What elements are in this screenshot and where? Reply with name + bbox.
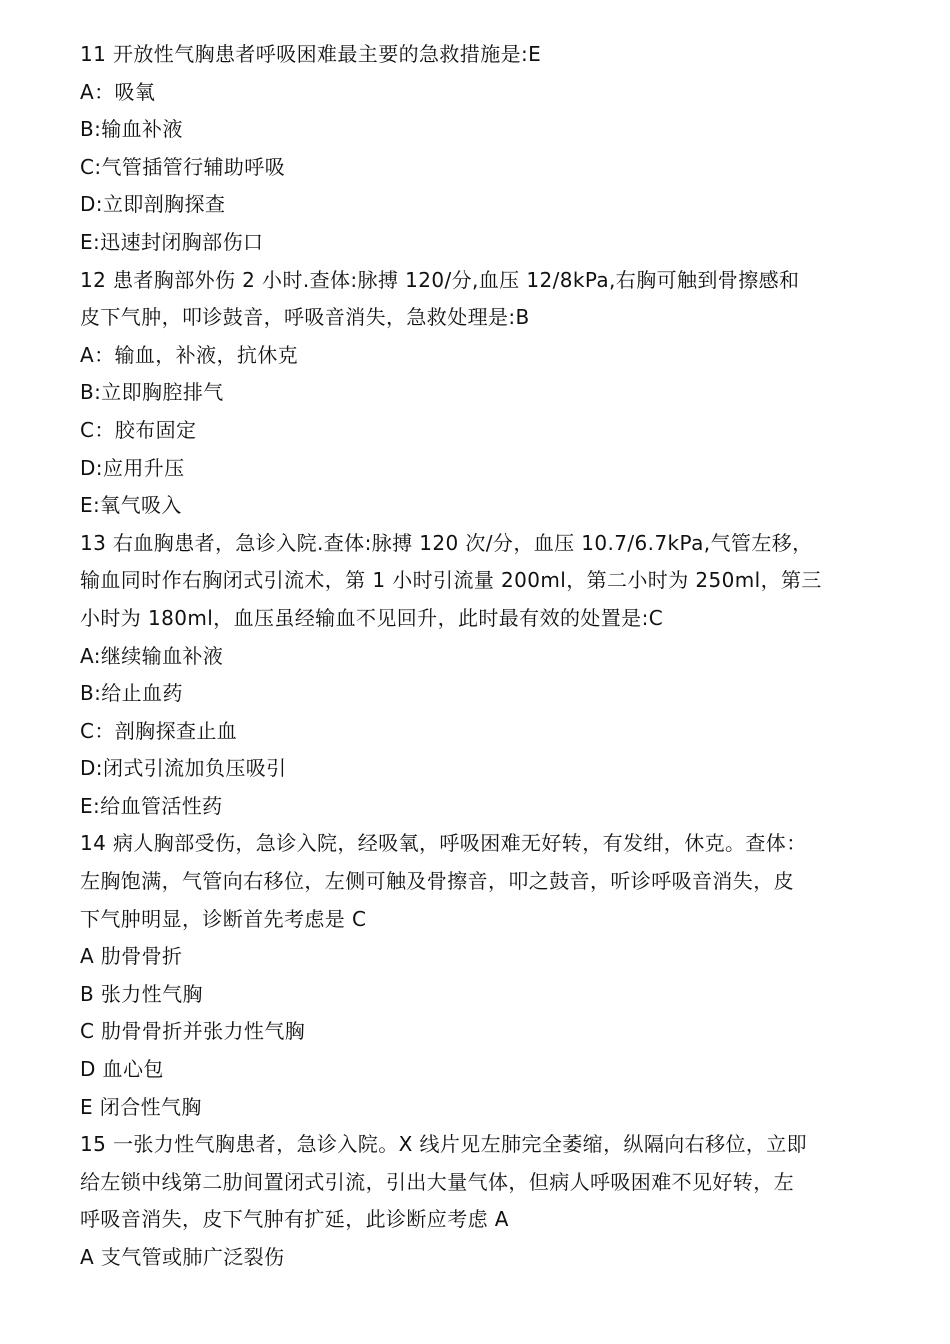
question-14-option-e: E 闭合性气胸 [80, 1094, 202, 1119]
question-12-option-d: D:应用升压 [80, 455, 185, 480]
question-11-stem: 11 开放性气胸患者呼吸困难最主要的急救措施是:E [80, 42, 542, 66]
question-12-stem-line-1: 12 患者胸部外伤 2 小时.查体:脉搏 120/分,血压 12/8kPa,右胸可触到骨擦感和 [80, 267, 800, 292]
question-11-option-e: E:迅速封闭胸部伤口 [80, 229, 264, 254]
question-15-stem-line-3: 呼吸音消失，皮下气肿有扩延，此诊断应考虑 A [80, 1207, 509, 1232]
question-13-option-b: B:给止血药 [80, 681, 183, 706]
question-11-option-a: A：吸氧 [80, 79, 156, 104]
question-14-option-b: B 张力性气胸 [80, 981, 203, 1006]
question-12-option-a: A：输血，补液，抗休克 [80, 342, 299, 367]
question-14-option-a: A 肋骨骨折 [80, 944, 183, 969]
question-13-option-c: C：剖胸探查止血 [80, 718, 238, 743]
question-11-option-b: B:输血补液 [80, 117, 183, 142]
document-body [80, 36, 870, 1277]
question-14-option-c: C 肋骨骨折并张力性气胸 [80, 1019, 306, 1044]
question-12-option-c: C：胶布固定 [80, 417, 197, 442]
question-14-stem-line-3: 下气肿明显，诊断首先考虑是 C [80, 906, 367, 931]
question-13-option-e: E:给血管活性药 [80, 793, 223, 818]
question-13-option-d: D:闭式引流加负压吸引 [80, 756, 287, 781]
question-13-option-a: A:继续输血补液 [80, 643, 224, 668]
question-14-stem-line-1: 14 病人胸部受伤，急诊入院，经吸氧，呼吸困难无好转，有发绀，休克。查体： [80, 831, 807, 856]
question-12-option-e: E:氧气吸入 [80, 493, 182, 518]
question-15-option-a: A 支气管或肺广泛裂伤 [80, 1245, 285, 1269]
question-11-option-c: C:气管插管行辅助呼吸 [80, 154, 286, 179]
question-13-stem-line-1: 13 右血胸患者，急诊入院.查体:脉搏 120 次/分，血压 10.7/6.7kPa,气管左移， [80, 530, 813, 555]
question-14-stem-line-2: 左胸饱满，气管向右移位，左侧可触及骨擦音，叩之鼓音，听诊呼吸音消失，皮 [80, 869, 794, 894]
question-15-stem-line-1: 15 一张力性气胸患者，急诊入院。X 线片见左肺完全萎缩，纵隔向右移位，立即 [80, 1132, 808, 1157]
question-13-stem-line-3: 小时为 180ml，血压虽经输血不见回升，此时最有效的处置是:C [80, 605, 664, 630]
question-11-option-d: D:立即剖胸探查 [80, 192, 226, 217]
question-13-stem-line-2: 输血同时作右胸闭式引流术，第 1 小时引流量 200ml，第二小时为 250ml，第三 [80, 568, 822, 593]
question-15-stem-line-2: 给左锁中线第二肋间置闭式引流，引出大量气体，但病人呼吸困难不见好转，左 [80, 1169, 794, 1194]
question-12-stem-line-2: 皮下气肿，叩诊鼓音，呼吸音消失，急救处理是:B [80, 305, 530, 330]
question-12-option-b: B:立即胸腔排气 [80, 380, 224, 405]
question-14-option-d: D 血心包 [80, 1057, 164, 1082]
